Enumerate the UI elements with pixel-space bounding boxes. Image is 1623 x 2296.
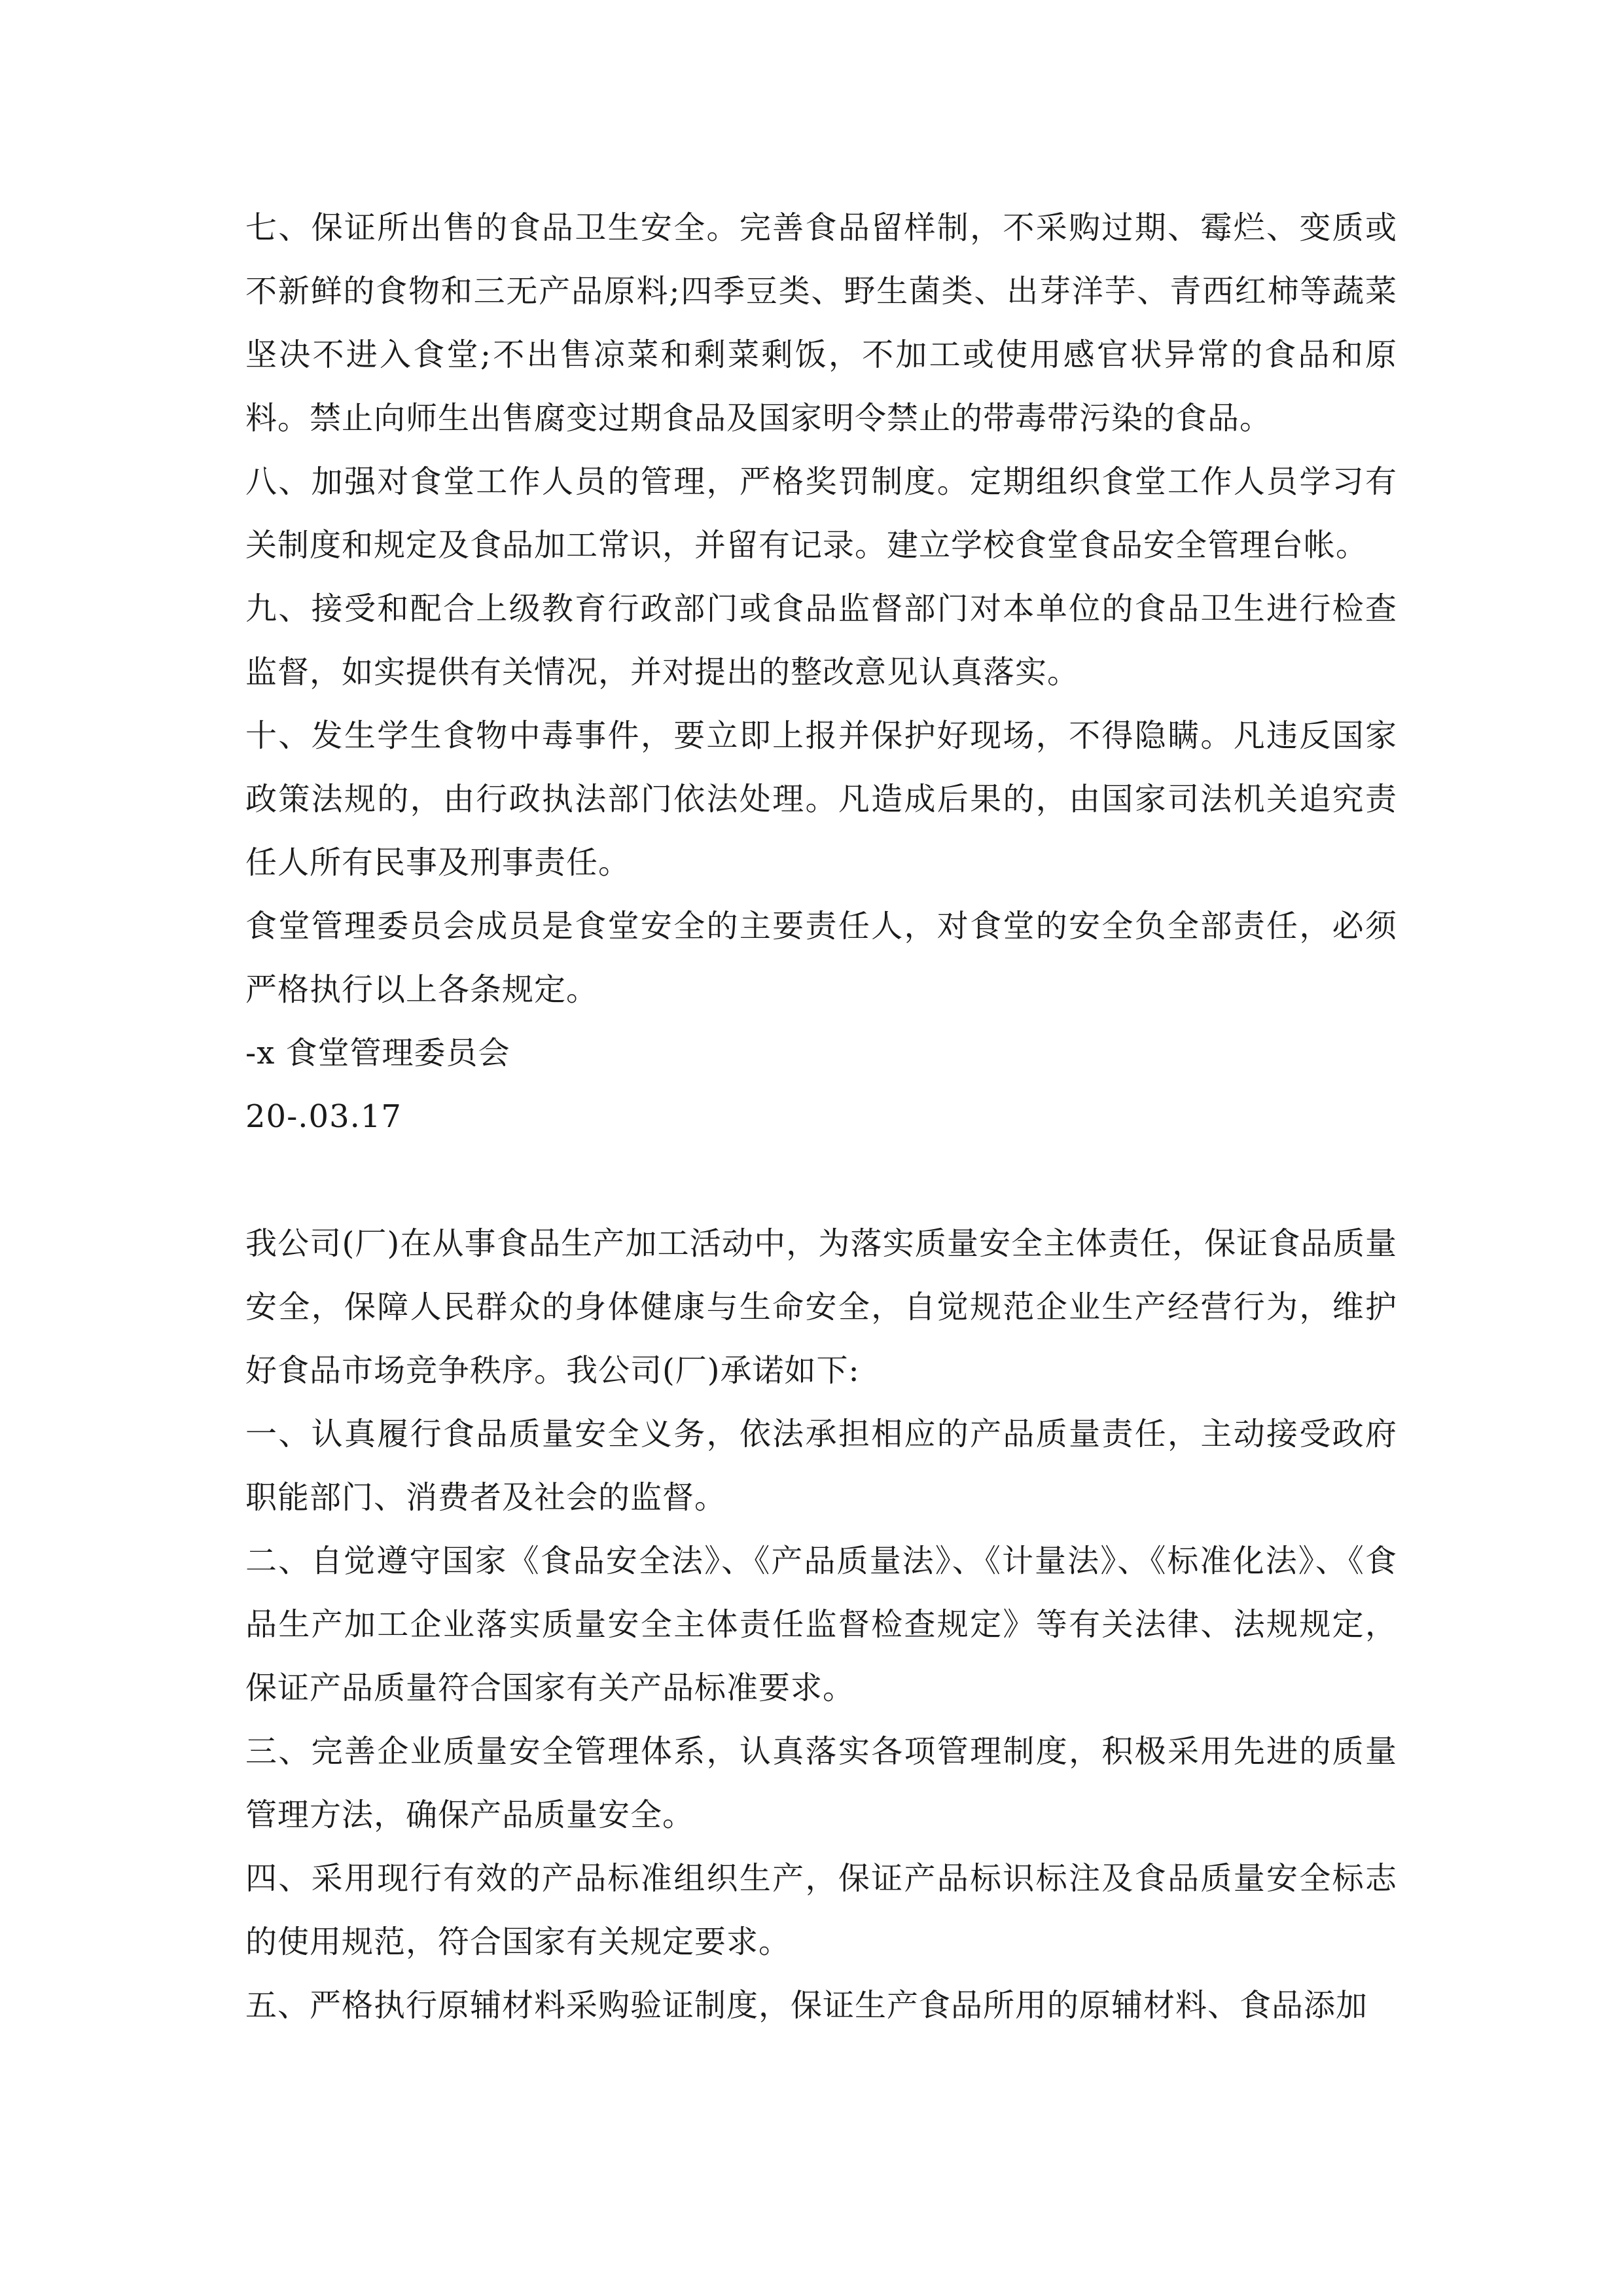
document-body: [245, 196, 1397, 2037]
signature-date: 20-.03.17: [245, 1098, 402, 1135]
commitment-one: 一、认真履行食品质量安全义务，依法承担相应的产品质量责任，主动接受政府职能部门、消费者及社会的监督。: [245, 1416, 1397, 1516]
signature-committee: -x 食堂管理委员会: [245, 1035, 510, 1071]
responsibility-statement: 食堂管理委员会成员是食堂安全的主要责任人，对食堂的安全负全部责任，必须严格执行以上各条规定。: [245, 908, 1397, 1008]
clause-eight: 八、加强对食堂工作人员的管理，严格奖罚制度。定期组织食堂工作人员学习有关制度和规定及食品加工常识，并留有记录。建立学校食堂食品安全管理台帐。: [245, 463, 1397, 564]
clause-seven: 七、保证所出售的食品卫生安全。完善食品留样制，不采购过期、霉烂、变质或不新鲜的食物和三无产品原料;四季豆类、野生菌类、出芽洋芋、青西红柿等蔬菜坚决不进入食堂;不出售凉菜和剩菜剩饭，不加工或使用感官状异常的食品和原料。禁止向师生出售腐变过期食品及国家明令禁止的带毒带污染的食品。: [245, 209, 1397, 437]
section-spacer: [245, 1149, 1397, 1212]
commitment-five: 五、严格执行原辅材料采购验证制度，保证生产食品所用的原辅材料、食品添加: [245, 1987, 1368, 2024]
commitment-two: 二、自觉遵守国家《食品安全法》、《产品质量法》、《计量法》、《标准化法》、《食品生产加工企业落实质量安全主体责任监督检查规定》等有关法律、法规规定，保证产品质量符合国家有关产品标准要求。: [245, 1543, 1397, 1706]
commitment-four: 四、采用现行有效的产品标准组织生产，保证产品标识标注及食品质量安全标志的使用规范，符合国家有关规定要求。: [245, 1860, 1397, 1960]
commitment-intro: 我公司(厂)在从事食品生产加工活动中，为落实质量安全主体责任，保证食品质量安全，保障人民群众的身体健康与生命安全，自觉规范企业生产经营行为，维护好食品市场竞争秩序。我公司(厂)承诺如下:: [245, 1225, 1397, 1389]
commitment-three: 三、完善企业质量安全管理体系，认真落实各项管理制度，积极采用先进的质量管理方法，确保产品质量安全。: [245, 1733, 1397, 1833]
clause-ten: 十、发生学生食物中毒事件，要立即上报并保护好现场，不得隐瞒。凡违反国家政策法规的，由行政执法部门依法处理。凡造成后果的，由国家司法机关追究责任人所有民事及刑事责任。: [245, 717, 1397, 881]
clause-nine: 九、接受和配合上级教育行政部门或食品监督部门对本单位的食品卫生进行检查监督，如实提供有关情况，并对提出的整改意见认真落实。: [245, 590, 1397, 691]
